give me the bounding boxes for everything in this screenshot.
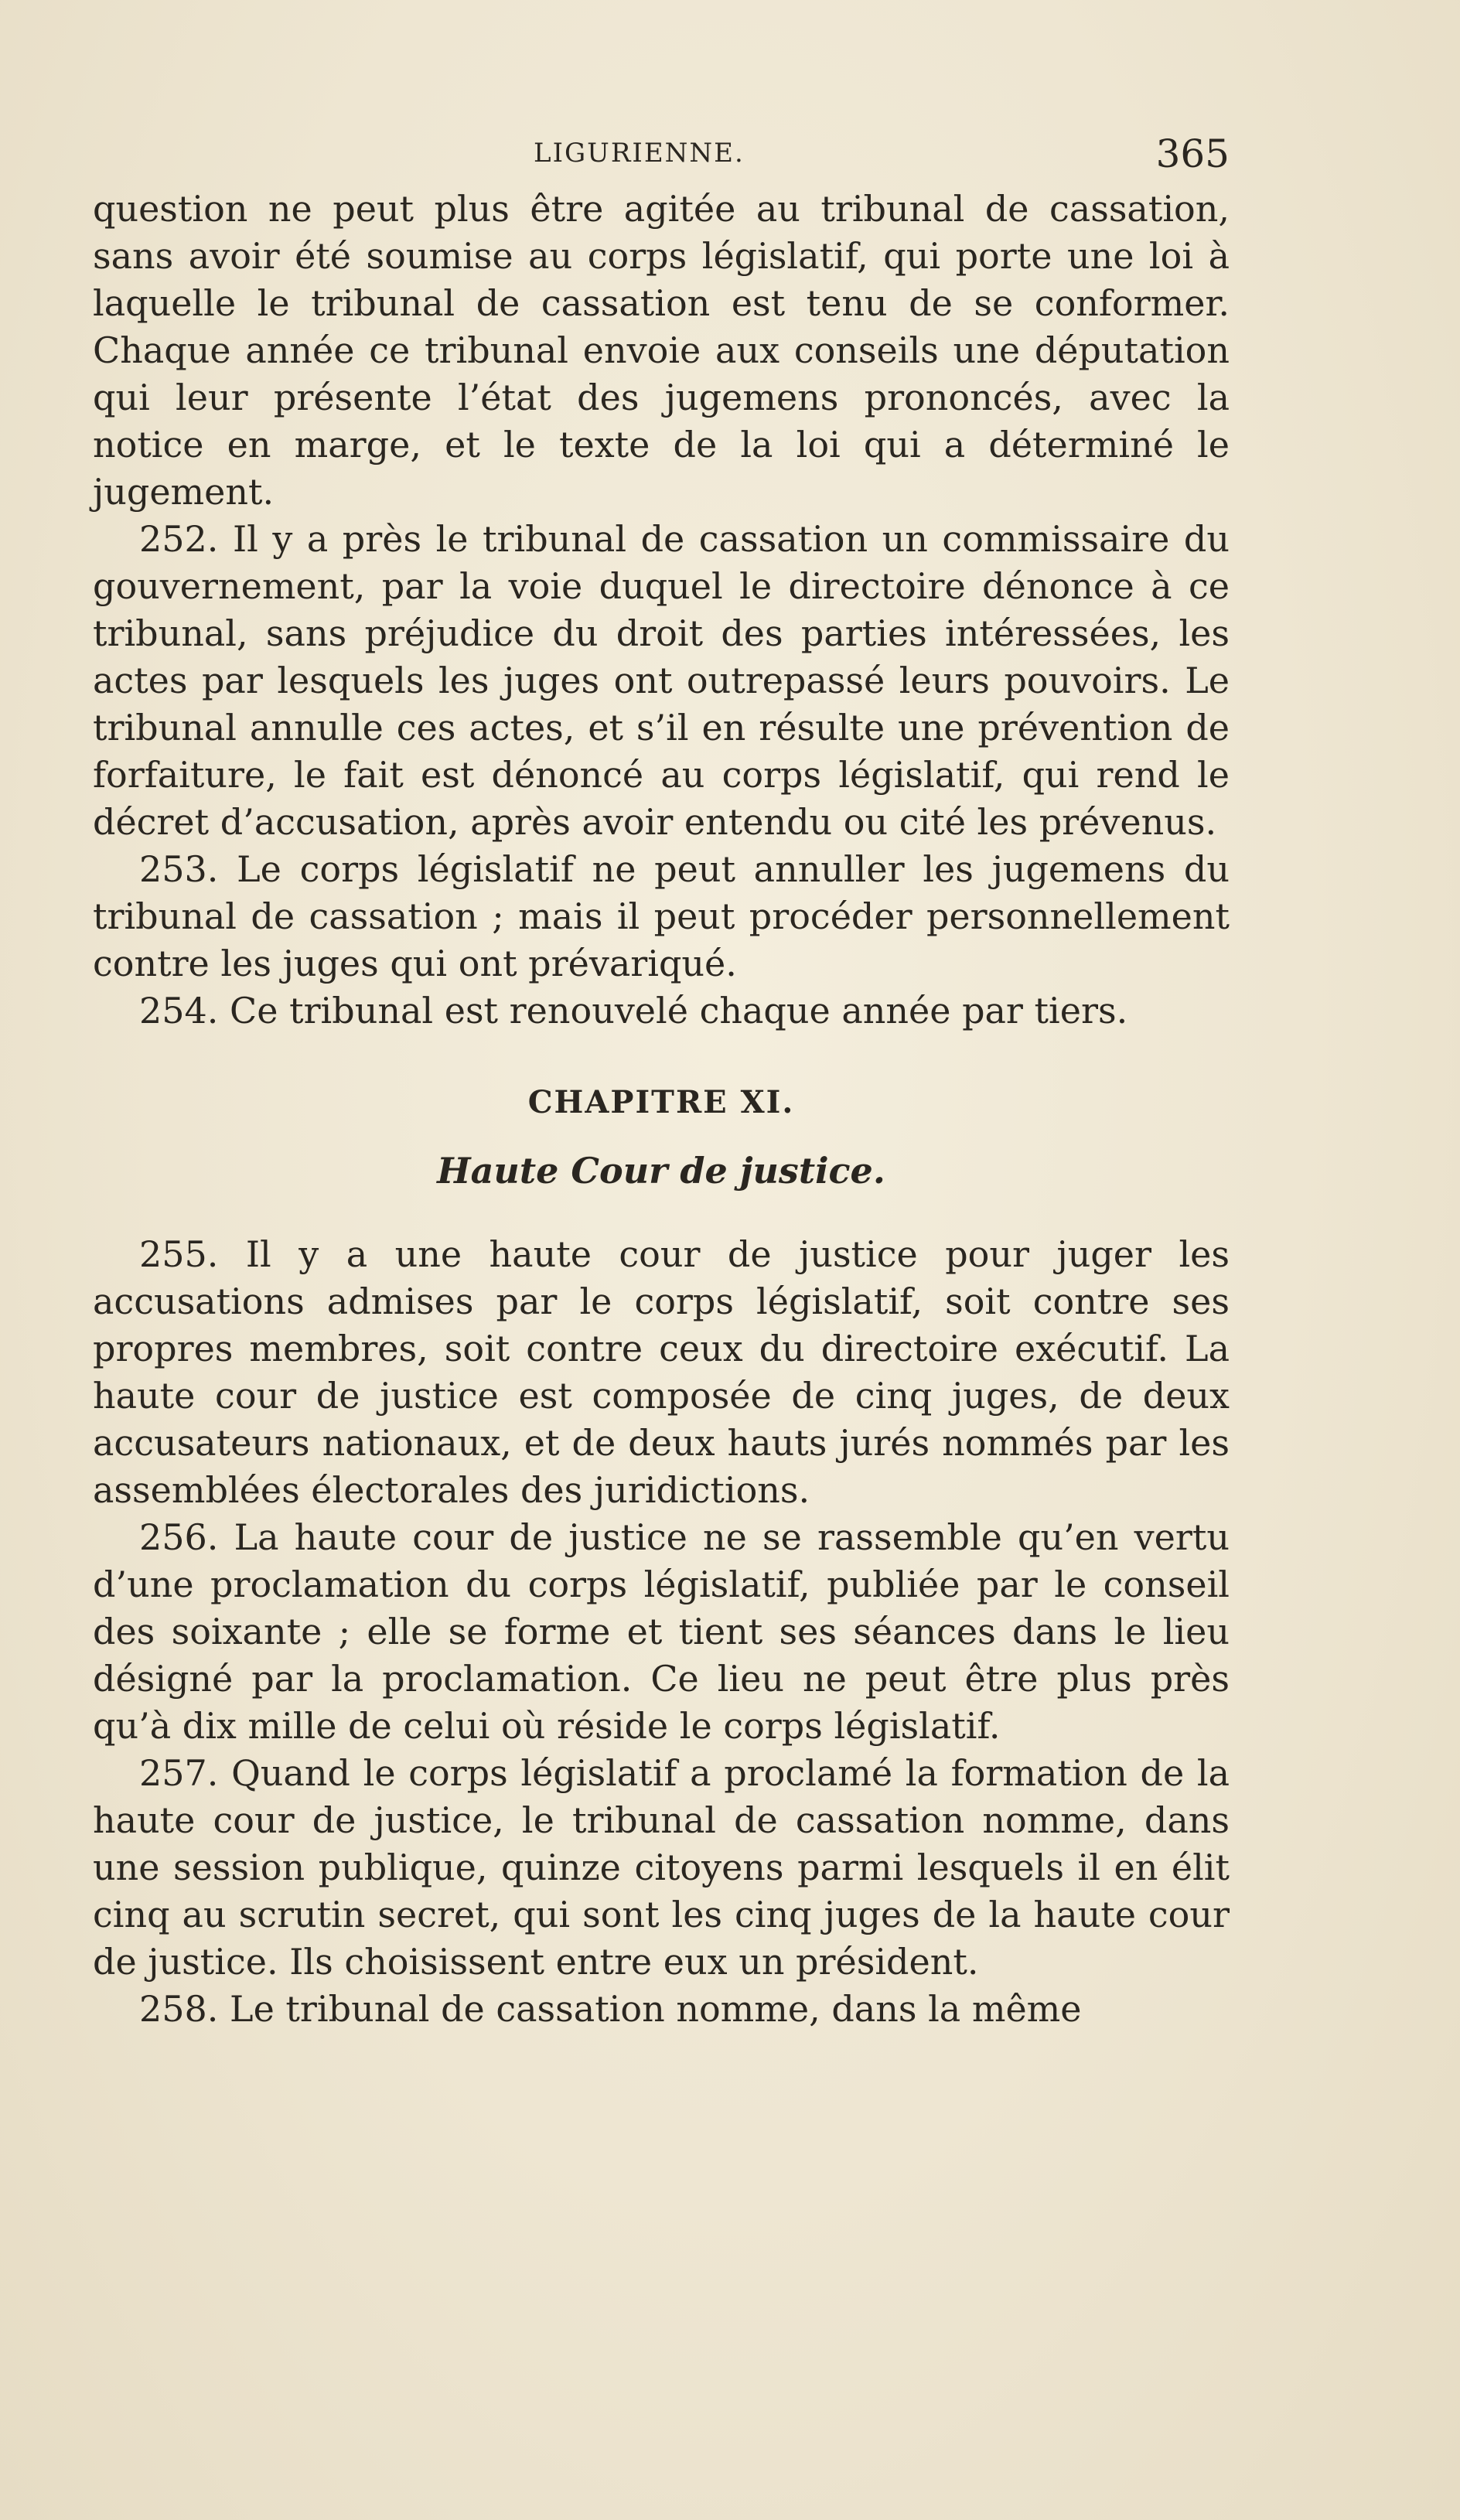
article-255: 255. Il y a une haute cour de justice pour juger les accusations admises par le corps législatif, soit contre ses propres membres, soit contre ceux du directoire exécutif. La haute cour de justice est composée de cinq juges, de deux accusateurs nationaux, et de deux hauts jurés nommés par les assemblées électorales des juridictions.	[93, 1233, 1230, 1511]
running-title: LIGURIENNE.	[534, 138, 745, 169]
text-block	[93, 131, 1230, 2033]
article-253: 253. Le corps législatif ne peut annuller les jugemens du tribunal de cassation ; mais il peut procéder personnellement contre les juges qui ont prévariqué.	[93, 848, 1230, 984]
article-256: 256. La haute cour de justice ne se rassemble qu’en vertu d’une proclamation du corps législatif, publiée par le conseil des soixante ; elle se forme et tient ses séances dans le lieu désigné par la proclamation. Ce lieu ne peut être plus près qu’à dix mille de celui où réside le corps législatif.	[93, 1516, 1230, 1747]
section-heading: Haute Cour de justice.	[437, 1150, 885, 1192]
paragraph-continuation: question ne peut plus être agitée au tribunal de cassation, sans avoir été soumise au corps législatif, qui porte une loi à laquelle le tribunal de cassation est tenu de se conformer. Chaque année ce tribunal envoie aux conseils une députation qui leur présente l’état des jugemens prononcés, avec la notice en marge, et le texte de la loi qui a déterminé le jugement.	[93, 188, 1230, 513]
running-head	[93, 131, 1230, 186]
article-254: 254. Ce tribunal est renouvelé chaque année par tiers.	[139, 990, 1128, 1032]
chapter-heading: CHAPITRE XI.	[527, 1084, 795, 1120]
article-257: 257. Quand le corps législatif a proclamé la formation de la haute cour de justice, le tribunal de cassation nomme, dans une session publique, quinze citoyens parmi lesquels il en élit cinq au scrutin secret, qui sont les cinq juges de la haute cour de justice. Ils choisissent entre eux un président.	[93, 1752, 1230, 1983]
article-258: 258. Le tribunal de cassation nomme, dans la même	[139, 1988, 1082, 2030]
article-252: 252. Il y a près le tribunal de cassation un commissaire du gouvernement, par la voie duquel le directoire dénonce à ce tribunal, sans préjudice du droit des parties intéressées, les actes par lesquels les juges ont outrepassé leurs pouvoirs. Le tribunal annulle ces actes, et s’il en résulte une prévention de forfaiture, le fait est dénoncé au corps législatif, qui rend le décret d’accusation, après avoir entendu ou cité les prévenus.	[93, 518, 1230, 843]
page-number: 365	[1155, 131, 1230, 176]
